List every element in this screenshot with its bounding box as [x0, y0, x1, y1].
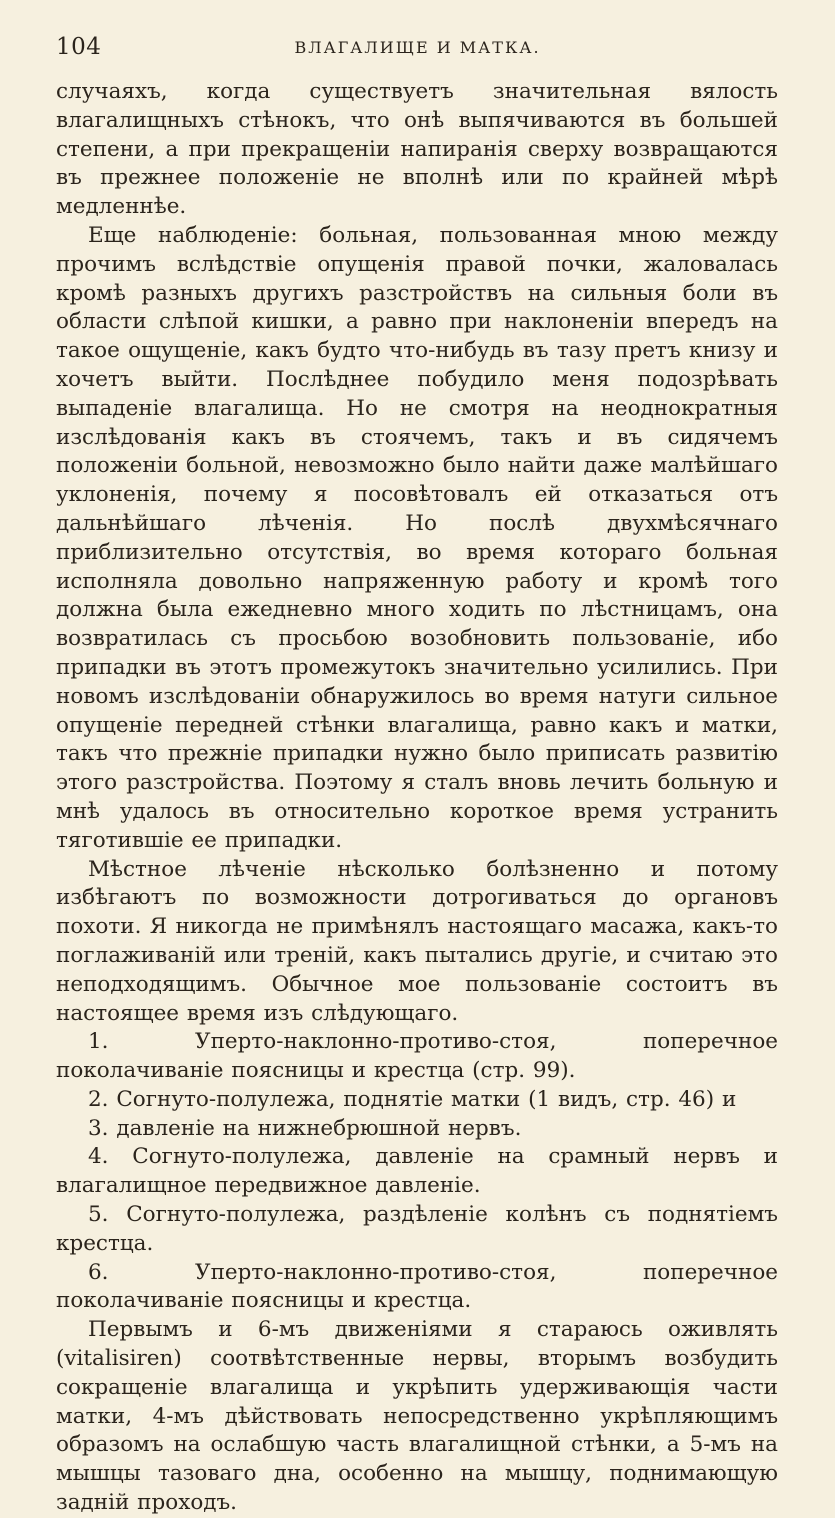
paragraph-local-treatment: Мѣстное лѣченіе нѣсколько болѣзненно и потому избѣгаютъ по возможности дотрогиваться до органовъ похоти. Я никогда не примѣнялъ настоящаго масажа, какъ-то поглаживаній или треній, какъ пытались другіе, и считаю это неподходящимъ. Обычное мое пользованіе состоитъ въ настоящее время изъ слѣдующаго.	[56, 856, 778, 1026]
list-item-4: 4. Согнуто-полулежа, давленіе на срамный нервъ и влагалищное передвижное давленіе.	[56, 1144, 778, 1199]
list-item-1: 1. Уперто-наклонно-противо-стоя, поперечное поколачиваніе поясницы и крестца (стр. 99).	[56, 1029, 778, 1084]
body-text	[56, 78, 778, 1518]
page-number: 104	[56, 34, 102, 60]
paragraph-continuation: случаяхъ, когда существуетъ значительная вялость влагалищныхъ стѣнокъ, что онѣ выпячиваются въ большей степени, а при прекращеніи напиранія сверху возвращаются въ прежнее положеніе не вполнѣ или по крайней мѣрѣ медленнѣе.	[56, 79, 778, 220]
paragraph-conclusion: Первымъ и 6-мъ движеніями я стараюсь оживлять (vitalisiren) соотвѣтственные нервы, вторымъ возбудить сокращеніе влагалища и укрѣпить удерживающія части матки, 4-мъ дѣйствовать непосредственно укрѣпляющимъ образомъ на ослабшую часть влагалищной стѣнки, а 5-мъ на мышцы тазоваго дна, особенно на мышцу, поднимающую задній проходъ.	[56, 1317, 778, 1516]
list-item-3: 3. давленіе на нижнебрюшной нервъ.	[88, 1115, 522, 1141]
list-item-6: 6. Уперто-наклонно-противо-стоя, поперечное поколачиваніе поясницы и крестца.	[56, 1259, 778, 1314]
running-head: ВЛАГАЛИЩЕ И МАТКА.	[294, 38, 541, 57]
list-item-2: 2. Согнуто-полулежа, поднятіе матки (1 видъ, стр. 46) и	[88, 1086, 737, 1112]
paragraph-observation: Еще наблюденіе: больная, пользованная мною между прочимъ вслѣдствіе опущенія правой почки, жаловалась кромѣ разныхъ другихъ разстройствъ на сильныя боли въ области слѣпой кишки, а равно при наклоненіи впередъ на такое ощущеніе, какъ будто что-нибудь въ тазу претъ книзу и хочетъ выйти. Послѣднее побудило меня подозрѣвать выпаденіе влагалища. Но не смотря на неоднократныя изслѣдованія какъ въ стоячемъ, такъ и въ сидячемъ положеніи больной, невозможно было найти даже малѣйшаго уклоненія, почему я посовѣтовалъ ей отказаться отъ дальнѣйшаго лѣченія. Но послѣ двухмѣсячнаго приблизительно отсутствія, во время котораго больная исполняла довольно напряженную работу и кромѣ того должна была ежедневно много ходить по лѣстницамъ, она возвратилась съ просьбою возобновить пользованіе, ибо припадки въ этотъ промежутокъ значительно усилились. При новомъ изслѣдованіи обнаружилось во время натуги сильное опущеніе передней стѣнки влагалища, равно какъ и матки, такъ что прежніе припадки нужно было приписать развитію этого разстройства. Поэтому я сталъ вновь лечить больную и мнѣ удалось въ относительно короткое время устранить тяготившіе ее припадки.	[56, 222, 778, 853]
list-item-5: 5. Согнуто-полулежа, раздѣленіе колѣнъ съ поднятіемъ крестца.	[56, 1202, 778, 1256]
page-header	[56, 34, 779, 64]
